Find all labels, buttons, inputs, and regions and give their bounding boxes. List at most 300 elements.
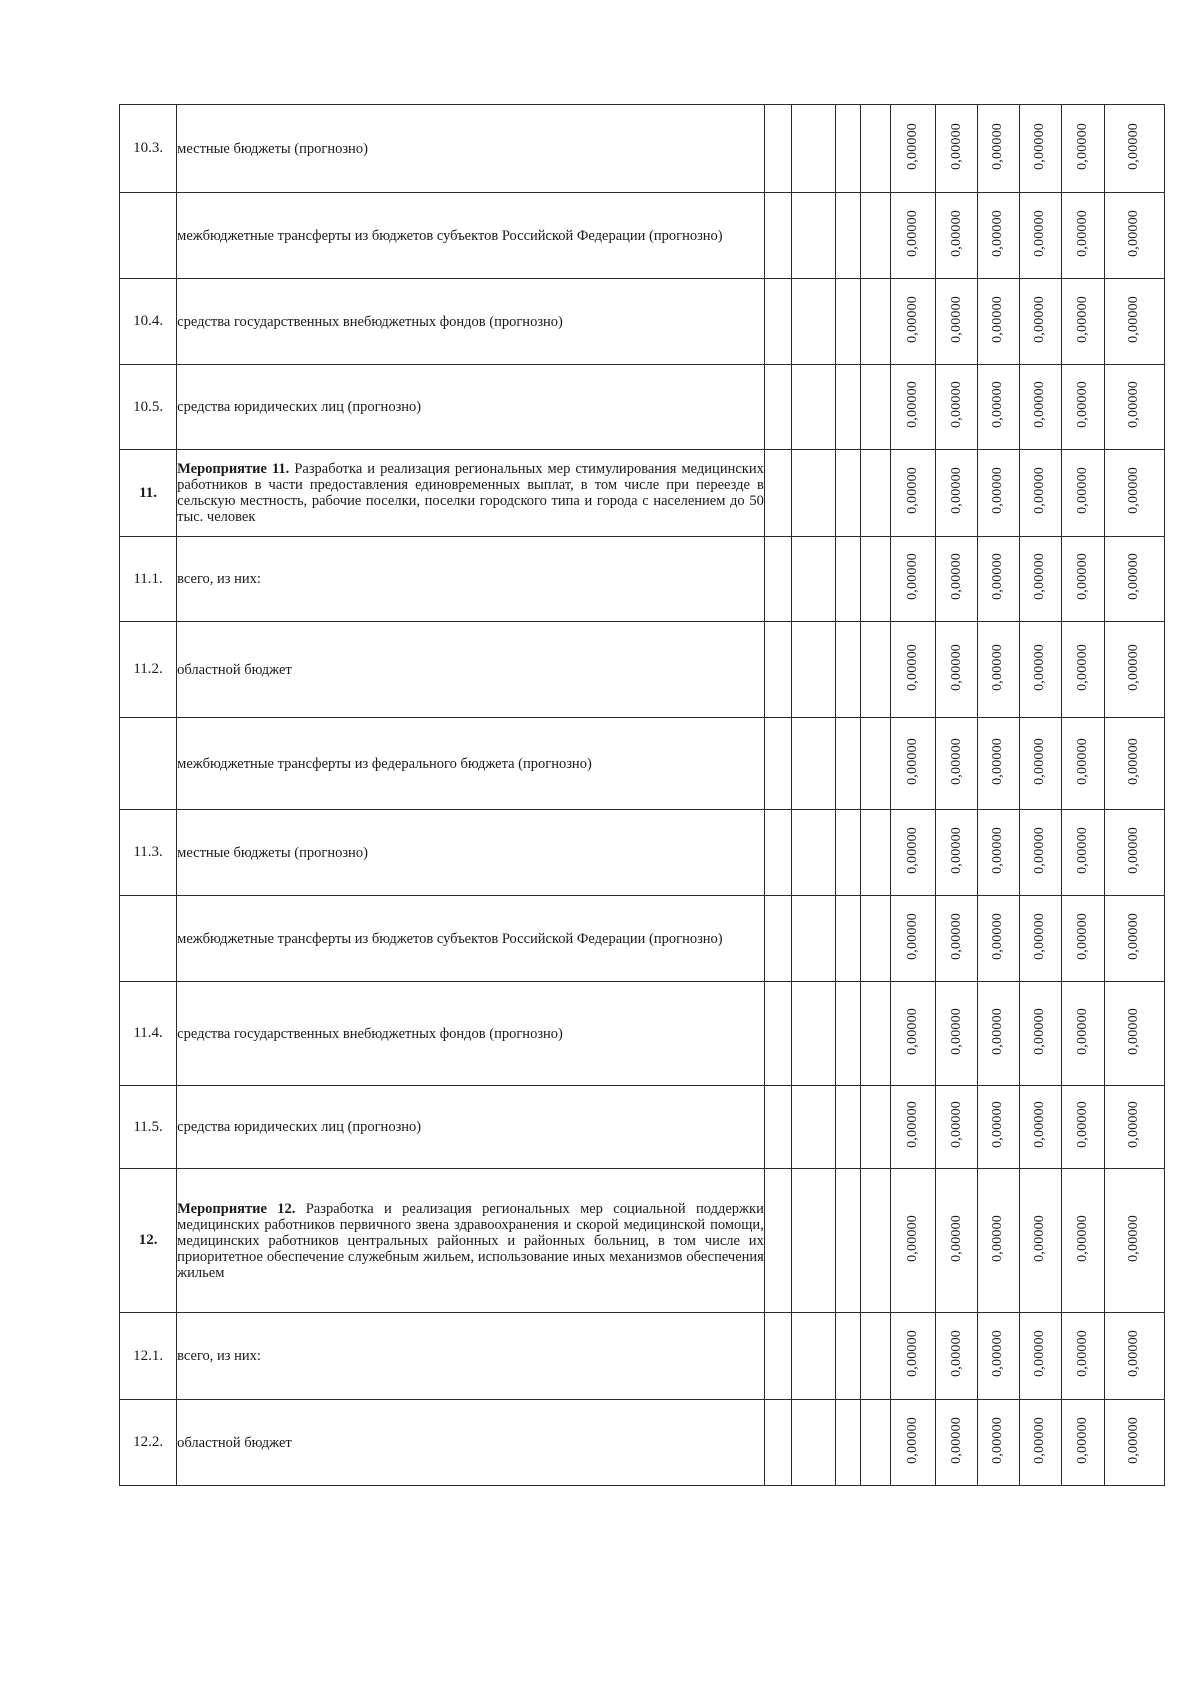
empty-cell xyxy=(764,1169,791,1313)
amount-value: 0,00000 xyxy=(948,381,964,428)
row-number: 11. xyxy=(139,484,158,501)
value-cell xyxy=(1061,105,1104,193)
value-cell xyxy=(936,365,978,450)
amount-value: 0,00000 xyxy=(1032,295,1048,343)
row-description-cell xyxy=(177,982,765,1086)
value-cell xyxy=(891,537,936,622)
empty-cell xyxy=(764,450,791,537)
amount-value: 0,00000 xyxy=(1074,826,1090,874)
amount-value: 0,00000 xyxy=(948,122,964,170)
amount-value: 0,00000 xyxy=(990,1214,1006,1262)
row-description: межбюджетные трансферты из бюджетов субъектов Российской Федерации (прогнозно) xyxy=(177,227,723,244)
amount-value: 0,00000 xyxy=(948,737,964,785)
row-number: 11.3. xyxy=(133,844,163,860)
empty-cell xyxy=(861,537,891,622)
value-cell xyxy=(1104,982,1164,1086)
row-number-cell xyxy=(120,982,177,1086)
amount-value: 0,00000 xyxy=(905,1416,921,1464)
table-row xyxy=(120,1400,1165,1486)
amount-value: 0,00000 xyxy=(1074,643,1090,691)
value-cell xyxy=(1061,279,1104,365)
value-cell xyxy=(1019,537,1061,622)
row-description-cell xyxy=(177,1086,765,1169)
amount-value: 0,00000 xyxy=(948,1416,964,1464)
value-cell xyxy=(1019,1313,1061,1400)
row-description: средства юридических лиц (прогнозно) xyxy=(177,1119,422,1135)
empty-cell xyxy=(861,896,891,982)
row-number-cell xyxy=(120,365,177,450)
amount-value: 0,00000 xyxy=(990,209,1006,257)
value-cell xyxy=(978,537,1019,622)
empty-cell xyxy=(861,1400,891,1486)
value-cell xyxy=(891,1400,936,1486)
value-cell xyxy=(1104,1400,1164,1486)
value-cell xyxy=(1019,718,1061,810)
empty-cell xyxy=(861,279,891,365)
row-number: 11.4. xyxy=(133,1025,163,1041)
row-description: Разработка и реализация региональных мер социальной поддержки медицинских работников первичного звена здравоохранения и скорой медицинской помощи, медицинских работников центральных районных и районных больниц, в том числе их приоритетное обеспечение служебным жильем, использование иных механизмов обеспечения жильем xyxy=(177,1200,764,1281)
empty-cell xyxy=(764,193,791,279)
empty-cell xyxy=(764,1400,791,1486)
amount-value: 0,00000 xyxy=(948,826,964,874)
value-cell xyxy=(978,622,1019,718)
value-cell xyxy=(978,718,1019,810)
value-cell xyxy=(891,105,936,193)
empty-cell xyxy=(861,105,891,193)
empty-cell xyxy=(836,365,861,450)
empty-cell xyxy=(861,1086,891,1169)
amount-value: 0,00000 xyxy=(1032,209,1048,257)
row-description: средства юридических лиц (прогнозно) xyxy=(177,399,422,415)
empty-cell xyxy=(836,105,861,193)
row-description: Разработка и реализация региональных мер стимулирования медицинских работников в части предоставления единовременных выплат, в том числе при переезде в сельскую местность, рабочие поселки, поселки городского типа и города с населением до 50 тыс. человек xyxy=(177,461,764,525)
amount-value: 0,00000 xyxy=(1074,467,1090,514)
value-cell xyxy=(1104,105,1164,193)
value-cell xyxy=(1061,1169,1104,1313)
empty-cell xyxy=(836,1313,861,1400)
row-description: местные бюджеты (прогнозно) xyxy=(177,140,368,157)
value-cell xyxy=(978,193,1019,279)
row-description: средства государственных внебюджетных фондов (прогнозно) xyxy=(177,1025,563,1042)
empty-cell xyxy=(861,622,891,718)
value-cell xyxy=(1104,622,1164,718)
amount-value: 0,00000 xyxy=(990,553,1006,600)
value-cell xyxy=(1104,1086,1164,1169)
amount-value: 0,00000 xyxy=(905,826,921,874)
value-cell xyxy=(1104,365,1164,450)
amount-value: 0,00000 xyxy=(948,1330,964,1377)
value-cell xyxy=(1061,622,1104,718)
amount-value: 0,00000 xyxy=(905,1007,921,1055)
amount-value: 0,00000 xyxy=(1074,737,1090,785)
value-cell xyxy=(1019,193,1061,279)
activity-title: Мероприятие 12. xyxy=(177,1200,296,1217)
value-cell xyxy=(1061,1086,1104,1169)
empty-cell xyxy=(764,622,791,718)
amount-value: 0,00000 xyxy=(1074,381,1090,428)
amount-value: 0,00000 xyxy=(948,553,964,600)
amount-value: 0,00000 xyxy=(1074,1416,1090,1464)
value-cell xyxy=(891,193,936,279)
value-cell xyxy=(1061,1400,1104,1486)
amount-value: 0,00000 xyxy=(905,1214,921,1262)
empty-cell xyxy=(791,718,835,810)
table-row xyxy=(120,193,1165,279)
row-number: 11.5. xyxy=(133,1118,163,1135)
value-cell xyxy=(891,622,936,718)
empty-cell xyxy=(861,450,891,537)
value-cell xyxy=(1061,1313,1104,1400)
value-cell xyxy=(936,193,978,279)
value-cell xyxy=(1019,810,1061,896)
amount-value: 0,00000 xyxy=(905,209,921,257)
value-cell xyxy=(978,1086,1019,1169)
row-number-cell xyxy=(120,105,177,193)
row-number: 10.4. xyxy=(133,313,164,329)
empty-cell xyxy=(836,1400,861,1486)
empty-cell xyxy=(836,982,861,1086)
amount-value: 0,00000 xyxy=(905,467,921,514)
empty-cell xyxy=(836,1086,861,1169)
value-cell xyxy=(1019,1400,1061,1486)
amount-value: 0,00000 xyxy=(990,826,1006,874)
amount-value: 0,00000 xyxy=(990,467,1006,514)
value-cell xyxy=(1104,279,1164,365)
table-row xyxy=(120,105,1165,193)
row-number: 10.5. xyxy=(133,398,164,415)
amount-value: 0,00000 xyxy=(1032,826,1048,874)
amount-value: 0,00000 xyxy=(990,737,1006,785)
value-cell xyxy=(936,622,978,718)
amount-value: 0,00000 xyxy=(905,643,921,691)
amount-value: 0,00000 xyxy=(1032,737,1048,785)
row-number: 12.1. xyxy=(133,1347,164,1364)
amount-value: 0,00000 xyxy=(990,381,1006,428)
amount-value: 0,00000 xyxy=(1074,553,1090,600)
value-cell xyxy=(936,1313,978,1400)
value-cell xyxy=(936,982,978,1086)
value-cell xyxy=(1019,982,1061,1086)
empty-cell xyxy=(791,1086,835,1169)
amount-value: 0,00000 xyxy=(905,295,921,343)
amount-value: 0,00000 xyxy=(905,381,921,428)
row-description: межбюджетные трансферты из бюджетов субъектов Российской Федерации (прогнозно) xyxy=(177,930,723,947)
amount-value: 0,00000 xyxy=(1032,1101,1048,1148)
row-number-cell xyxy=(120,450,177,537)
value-cell xyxy=(1104,896,1164,982)
value-cell xyxy=(936,450,978,537)
empty-cell xyxy=(836,1169,861,1313)
value-cell xyxy=(978,365,1019,450)
value-cell xyxy=(936,279,978,365)
row-number-cell xyxy=(120,537,177,622)
amount-value: 0,00000 xyxy=(990,1330,1006,1377)
value-cell xyxy=(978,982,1019,1086)
empty-cell xyxy=(764,982,791,1086)
row-description: всего, из них: xyxy=(177,571,261,587)
row-description: областной бюджет xyxy=(177,661,292,678)
amount-value: 0,00000 xyxy=(905,553,921,600)
empty-cell xyxy=(764,1313,791,1400)
row-description-cell xyxy=(177,1313,765,1400)
value-cell xyxy=(1019,1086,1061,1169)
value-cell xyxy=(891,1169,936,1313)
table-row xyxy=(120,1169,1165,1313)
amount-value: 0,00000 xyxy=(1126,122,1142,170)
value-cell xyxy=(891,982,936,1086)
value-cell xyxy=(1061,718,1104,810)
table-row xyxy=(120,718,1165,810)
amount-value: 0,00000 xyxy=(1074,1101,1090,1148)
amount-value: 0,00000 xyxy=(905,912,921,960)
row-description: межбюджетные трансферты из федерального бюджета (прогнозно) xyxy=(177,755,592,772)
row-description: всего, из них: xyxy=(177,1348,261,1364)
value-cell xyxy=(1061,450,1104,537)
value-cell xyxy=(1019,279,1061,365)
empty-cell xyxy=(836,450,861,537)
row-description-cell xyxy=(177,193,765,279)
empty-cell xyxy=(791,1169,835,1313)
empty-cell xyxy=(791,622,835,718)
value-cell xyxy=(978,896,1019,982)
empty-cell xyxy=(791,279,835,365)
value-cell xyxy=(1019,365,1061,450)
amount-value: 0,00000 xyxy=(1032,1214,1048,1262)
amount-value: 0,00000 xyxy=(1032,467,1048,514)
row-number-cell xyxy=(120,1086,177,1169)
value-cell xyxy=(1104,1313,1164,1400)
amount-value: 0,00000 xyxy=(990,1416,1006,1464)
row-description-cell xyxy=(177,450,765,537)
value-cell xyxy=(1104,193,1164,279)
value-cell xyxy=(1104,810,1164,896)
empty-cell xyxy=(836,718,861,810)
value-cell xyxy=(1019,450,1061,537)
amount-value: 0,00000 xyxy=(1126,381,1142,428)
value-cell xyxy=(978,1313,1019,1400)
empty-cell xyxy=(764,365,791,450)
row-description: средства государственных внебюджетных фондов (прогнозно) xyxy=(177,313,563,330)
amount-value: 0,00000 xyxy=(948,295,964,343)
empty-cell xyxy=(836,896,861,982)
amount-value: 0,00000 xyxy=(990,1101,1006,1148)
amount-value: 0,00000 xyxy=(905,1330,921,1377)
value-cell xyxy=(936,810,978,896)
empty-cell xyxy=(791,1313,835,1400)
empty-cell xyxy=(791,1400,835,1486)
amount-value: 0,00000 xyxy=(1032,1007,1048,1055)
amount-value: 0,00000 xyxy=(1032,912,1048,960)
amount-value: 0,00000 xyxy=(1032,1330,1048,1377)
row-number-cell xyxy=(120,718,177,810)
empty-cell xyxy=(764,537,791,622)
amount-value: 0,00000 xyxy=(1126,1416,1142,1464)
table-row xyxy=(120,537,1165,622)
table-body xyxy=(120,105,1165,1486)
amount-value: 0,00000 xyxy=(1126,1330,1142,1377)
amount-value: 0,00000 xyxy=(948,209,964,257)
value-cell xyxy=(1061,982,1104,1086)
row-description-cell xyxy=(177,810,765,896)
value-cell xyxy=(891,365,936,450)
amount-value: 0,00000 xyxy=(990,643,1006,691)
amount-value: 0,00000 xyxy=(1126,912,1142,960)
amount-value: 0,00000 xyxy=(948,1214,964,1262)
row-number-cell xyxy=(120,1313,177,1400)
value-cell xyxy=(936,1400,978,1486)
table-row xyxy=(120,1086,1165,1169)
amount-value: 0,00000 xyxy=(1032,122,1048,170)
value-cell xyxy=(978,1169,1019,1313)
row-number-cell xyxy=(120,810,177,896)
value-cell xyxy=(936,537,978,622)
empty-cell xyxy=(791,896,835,982)
value-cell xyxy=(978,105,1019,193)
row-description-cell xyxy=(177,279,765,365)
value-cell xyxy=(891,450,936,537)
amount-value: 0,00000 xyxy=(1074,295,1090,343)
row-number-cell xyxy=(120,279,177,365)
row-description-cell xyxy=(177,105,765,193)
row-description-cell xyxy=(177,718,765,810)
value-cell xyxy=(978,450,1019,537)
amount-value: 0,00000 xyxy=(1126,737,1142,785)
empty-cell xyxy=(791,450,835,537)
amount-value: 0,00000 xyxy=(990,295,1006,343)
value-cell xyxy=(936,105,978,193)
amount-value: 0,00000 xyxy=(948,1101,964,1148)
empty-cell xyxy=(764,718,791,810)
table-row xyxy=(120,365,1165,450)
amount-value: 0,00000 xyxy=(990,1007,1006,1055)
table-row xyxy=(120,622,1165,718)
empty-cell xyxy=(861,193,891,279)
value-cell xyxy=(978,1400,1019,1486)
row-number: 12. xyxy=(138,1232,158,1248)
empty-cell xyxy=(861,718,891,810)
empty-cell xyxy=(861,1313,891,1400)
amount-value: 0,00000 xyxy=(1032,1416,1048,1464)
table-row xyxy=(120,810,1165,896)
empty-cell xyxy=(764,279,791,365)
amount-value: 0,00000 xyxy=(948,467,964,514)
value-cell xyxy=(891,896,936,982)
row-description-cell xyxy=(177,537,765,622)
amount-value: 0,00000 xyxy=(1126,826,1142,874)
row-number: 10.3. xyxy=(133,140,164,156)
empty-cell xyxy=(791,537,835,622)
empty-cell xyxy=(836,810,861,896)
amount-value: 0,00000 xyxy=(1032,553,1048,600)
amount-value: 0,00000 xyxy=(1074,122,1090,170)
value-cell xyxy=(1061,193,1104,279)
value-cell xyxy=(978,279,1019,365)
empty-cell xyxy=(764,896,791,982)
value-cell xyxy=(936,718,978,810)
empty-cell xyxy=(764,105,791,193)
value-cell xyxy=(1104,450,1164,537)
amount-value: 0,00000 xyxy=(1126,1007,1142,1055)
table-row xyxy=(120,896,1165,982)
amount-value: 0,00000 xyxy=(1032,381,1048,428)
empty-cell xyxy=(791,365,835,450)
amount-value: 0,00000 xyxy=(948,1007,964,1055)
value-cell xyxy=(1104,718,1164,810)
amount-value: 0,00000 xyxy=(990,912,1006,960)
empty-cell xyxy=(861,1169,891,1313)
amount-value: 0,00000 xyxy=(1074,1330,1090,1377)
table-row xyxy=(120,982,1165,1086)
value-cell xyxy=(936,1169,978,1313)
table-row xyxy=(120,450,1165,537)
value-cell xyxy=(1019,896,1061,982)
amount-value: 0,00000 xyxy=(1074,1007,1090,1055)
row-number: 11.2. xyxy=(133,661,163,677)
table-row xyxy=(120,279,1165,365)
value-cell xyxy=(891,810,936,896)
row-description-cell xyxy=(177,622,765,718)
amount-value: 0,00000 xyxy=(905,122,921,170)
amount-value: 0,00000 xyxy=(1074,912,1090,960)
row-description-cell xyxy=(177,365,765,450)
activity-title: Мероприятие 11. xyxy=(177,461,290,477)
amount-value: 0,00000 xyxy=(905,737,921,785)
empty-cell xyxy=(791,193,835,279)
value-cell xyxy=(936,896,978,982)
empty-cell xyxy=(791,982,835,1086)
value-cell xyxy=(978,810,1019,896)
empty-cell xyxy=(861,365,891,450)
value-cell xyxy=(891,279,936,365)
amount-value: 0,00000 xyxy=(948,643,964,691)
amount-value: 0,00000 xyxy=(1074,1214,1090,1262)
value-cell xyxy=(1019,622,1061,718)
amount-value: 0,00000 xyxy=(1074,209,1090,257)
empty-cell xyxy=(836,193,861,279)
empty-cell xyxy=(791,810,835,896)
empty-cell xyxy=(861,982,891,1086)
value-cell xyxy=(891,718,936,810)
empty-cell xyxy=(861,810,891,896)
value-cell xyxy=(1104,1169,1164,1313)
empty-cell xyxy=(764,810,791,896)
row-description: местные бюджеты (прогнозно) xyxy=(177,844,368,861)
row-description-cell xyxy=(177,1169,765,1313)
amount-value: 0,00000 xyxy=(1126,295,1142,343)
row-description-cell xyxy=(177,896,765,982)
amount-value: 0,00000 xyxy=(1126,553,1142,600)
row-description-cell xyxy=(177,1400,765,1486)
value-cell xyxy=(891,1313,936,1400)
value-cell xyxy=(1061,365,1104,450)
empty-cell xyxy=(791,105,835,193)
empty-cell xyxy=(836,622,861,718)
row-number-cell xyxy=(120,622,177,718)
amount-value: 0,00000 xyxy=(1126,643,1142,691)
amount-value: 0,00000 xyxy=(990,122,1006,170)
amount-value: 0,00000 xyxy=(905,1101,921,1148)
row-number: 11.1. xyxy=(133,570,163,587)
value-cell xyxy=(1104,537,1164,622)
amount-value: 0,00000 xyxy=(1032,643,1048,691)
value-cell xyxy=(891,1086,936,1169)
amount-value: 0,00000 xyxy=(1126,467,1142,514)
row-number: 12.2. xyxy=(133,1434,164,1450)
row-description: областной бюджет xyxy=(177,1434,292,1451)
row-number-cell xyxy=(120,193,177,279)
amount-value: 0,00000 xyxy=(1126,1101,1142,1148)
empty-cell xyxy=(764,1086,791,1169)
